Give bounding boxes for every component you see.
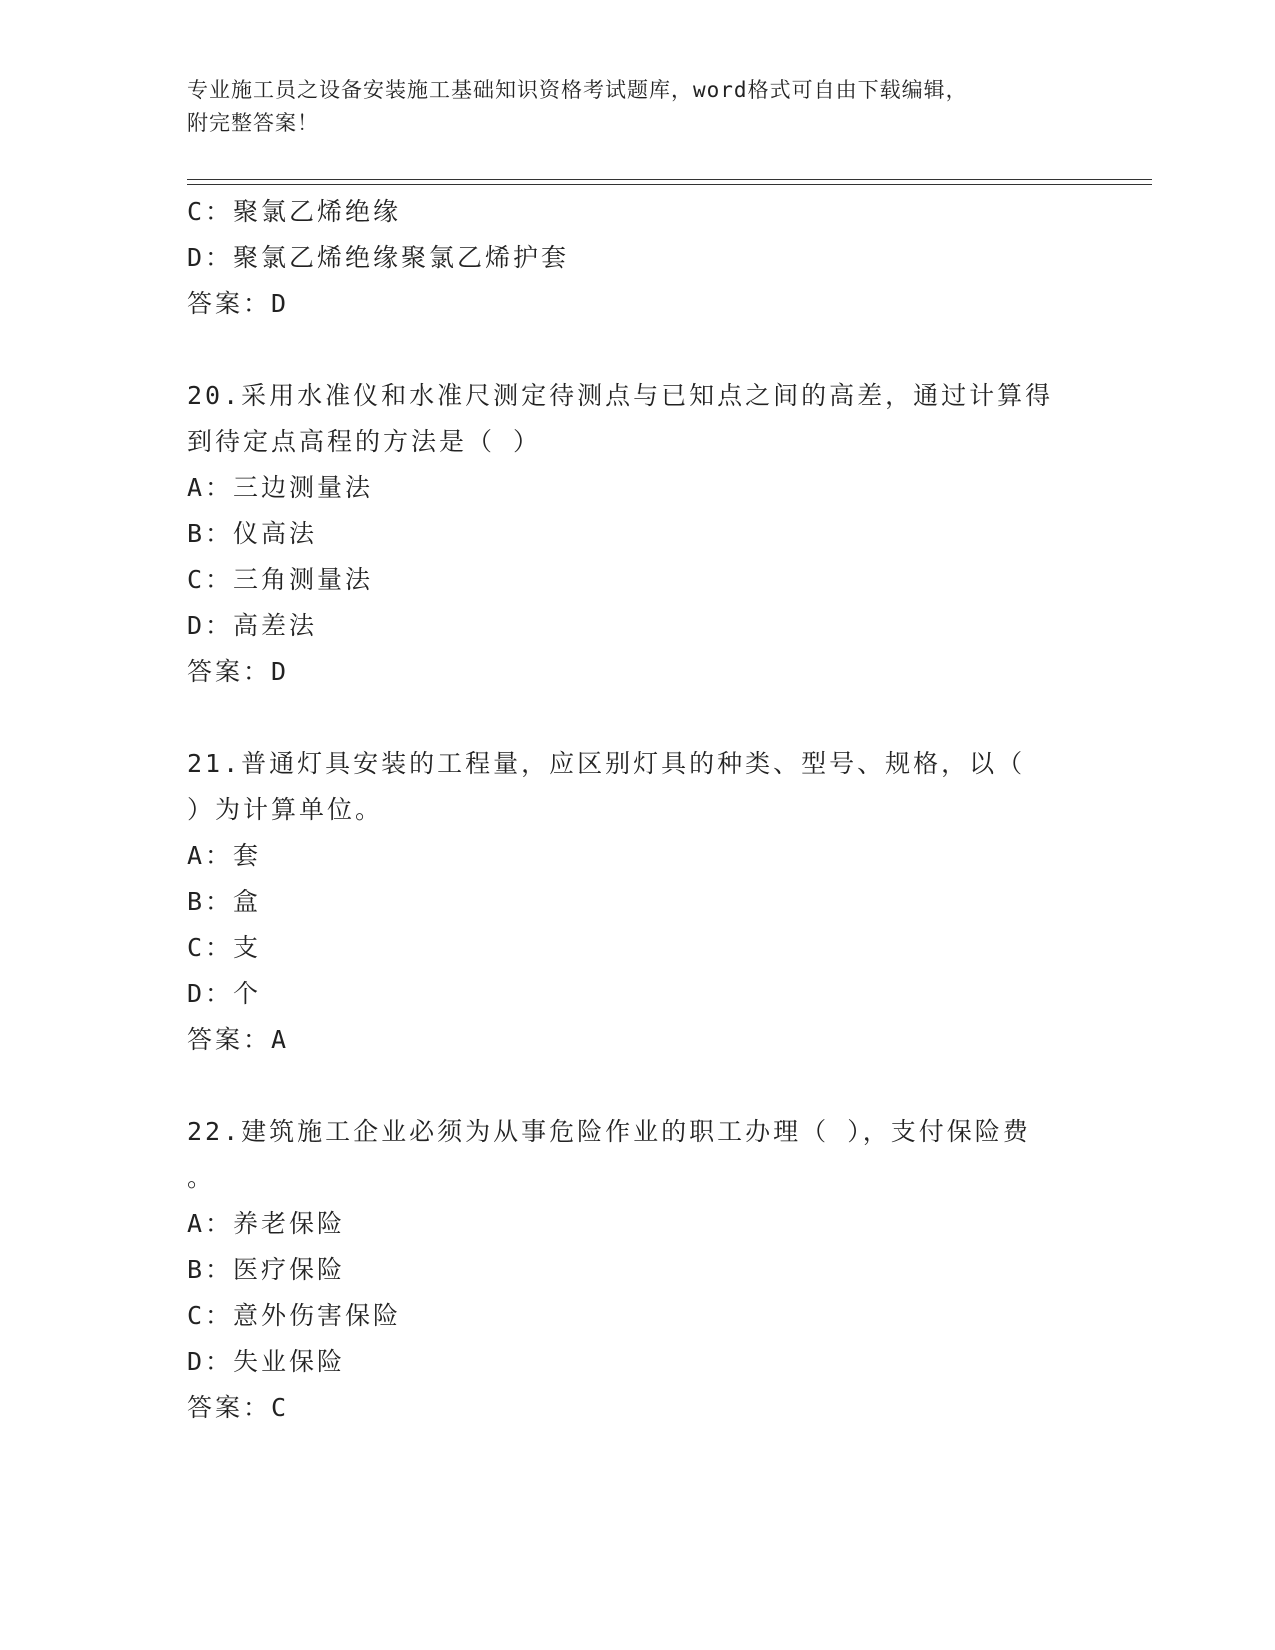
question-stem: 22.建筑施工企业必须为从事危险作业的职工办理（ ），支付保险费 — [187, 1117, 1031, 1146]
header-line-2: 附完整答案！ — [187, 111, 319, 135]
question-spacer — [187, 695, 1087, 741]
question-list — [187, 189, 1087, 1431]
header-divider-bottom — [187, 184, 1152, 185]
option-d: D：个 — [187, 979, 262, 1008]
option-b: B：仪高法 — [187, 519, 318, 548]
option-d: D：聚氯乙烯绝缘聚氯乙烯护套 — [187, 243, 570, 272]
option-c: C：意外伤害保险 — [187, 1301, 402, 1330]
option-d: D：高差法 — [187, 611, 318, 640]
answer-line: 答案：D — [187, 657, 290, 686]
option-c: C：聚氯乙烯绝缘 — [187, 197, 402, 226]
question-stem: 21.普通灯具安装的工程量，应区别灯具的种类、型号、规格，以（ — [187, 749, 1026, 778]
question-stem: 到待定点高程的方法是（ ） — [187, 427, 542, 456]
option-a: A：套 — [187, 841, 262, 870]
question-stem: 。 — [187, 1163, 216, 1192]
option-b: B：盒 — [187, 887, 262, 916]
option-c: C：支 — [187, 933, 262, 962]
answer-line: 答案：D — [187, 289, 290, 318]
answer-line: 答案：A — [187, 1025, 290, 1054]
option-a: A：养老保险 — [187, 1209, 346, 1238]
document-header — [187, 74, 1077, 140]
option-b: B：医疗保险 — [187, 1255, 346, 1284]
option-d: D：失业保险 — [187, 1347, 346, 1376]
question-stem: ）为计算单位。 — [187, 795, 384, 824]
answer-line: 答案：C — [187, 1393, 290, 1422]
option-a: A：三边测量法 — [187, 473, 374, 502]
question-spacer — [187, 1063, 1087, 1109]
header-line-1: 专业施工员之设备安装施工基础知识资格考试题库，word格式可自由下载编辑， — [187, 78, 968, 102]
option-c: C：三角测量法 — [187, 565, 374, 594]
header-divider-top — [187, 179, 1152, 180]
question-spacer — [187, 327, 1087, 373]
question-stem: 20.采用水准仪和水准尺测定待测点与已知点之间的高差，通过计算得 — [187, 381, 1054, 410]
